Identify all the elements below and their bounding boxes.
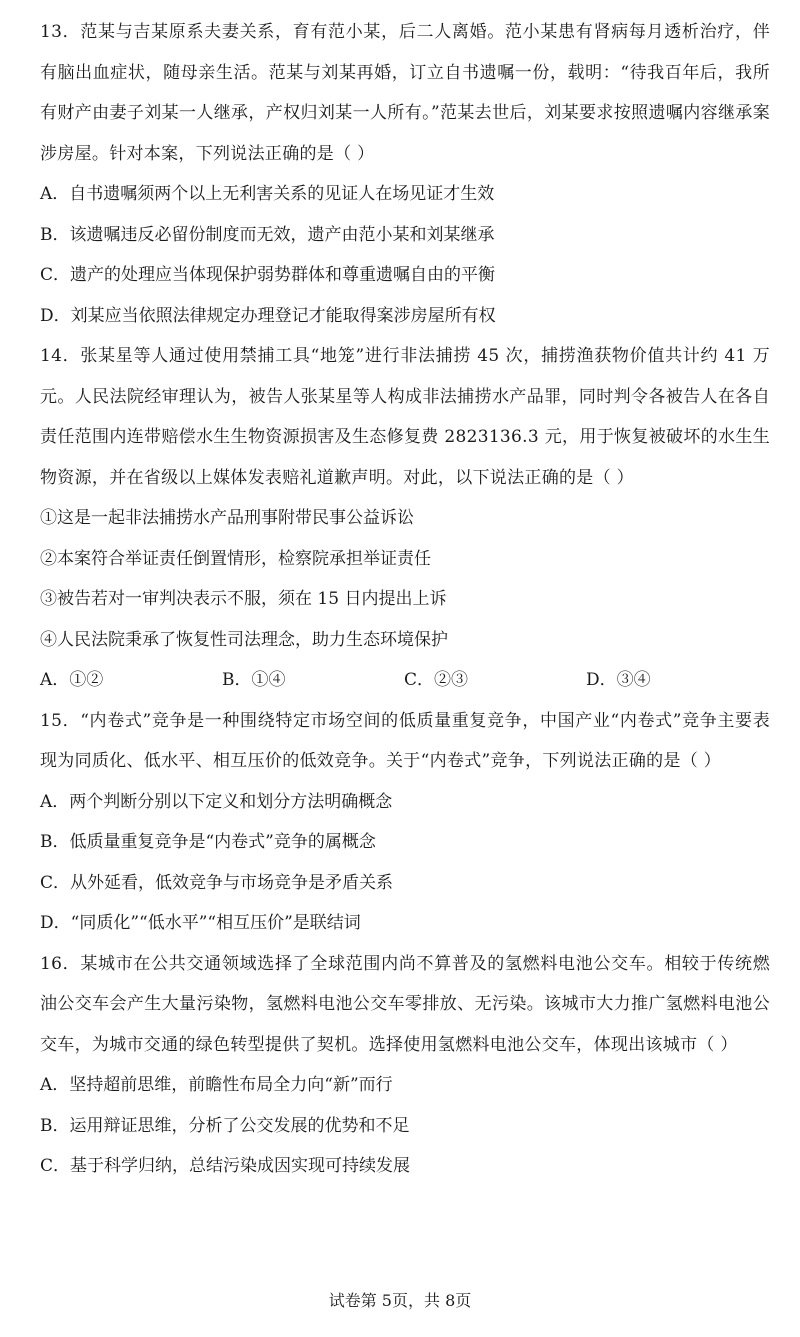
question-14-choice-d: D．③④ xyxy=(586,670,651,690)
question-14-choices xyxy=(40,660,770,701)
question-13-stem: 13．范某与吉某原系夫妻关系，育有范小某，后二人离婚。范小某患有肾病每月透析治疗，伴有脑出血症状，随母亲生活。范某与刘某再婚，订立自书遗嘱一份，载明：“待我百年后，我所有财产由妻子刘某一人继承，产权归刘某一人所有。”范某去世后，刘某要求按照遗嘱内容继承案涉房屋。针对本案，下列说法正确的是（ ） xyxy=(40,22,770,164)
question-15-stem: 15．“内卷式”竞争是一种围绕特定市场空间的低质量重复竞争，中国产业“内卷式”竞争主要表现为同质化、低水平、相互压价的低效竞争。关于“内卷式”竞争，下列说法正确的是（ ） xyxy=(40,710,770,771)
question-15-option-b: B．低质量重复竞争是“内卷式”竞争的属概念 xyxy=(40,832,376,852)
question-15-option-c: C．从外延看，低效竞争与市场竞争是矛盾关系 xyxy=(40,872,394,893)
question-14-statement-1: ①这是一起非法捕捞水产品刑事附带民事公益诉讼 xyxy=(40,508,414,528)
page-footer: 试卷第 5页，共 8页 xyxy=(328,1291,472,1310)
question-15-option-a: A．两个判断分别以下定义和划分方法明确概念 xyxy=(40,791,393,812)
question-13-option-c: C．遗产的处理应当体现保护弱势群体和尊重遗嘱自由的平衡 xyxy=(40,265,496,285)
question-14-choice-c: C．②③ xyxy=(404,670,469,690)
question-14-stem: 14．张某星等人通过使用禁捕工具“地笼”进行非法捕捞 45 次，捕捞渔获物价值共计约 41 万元。人民法院经审理认为，被告人张某星等人构成非法捕捞水产品罪，同时判令各被告人在各自责任范围内连带赔偿水生生物资源损害及生态修复费 2823136.3 元，用于恢复被破坏的水生生物资源，并在省级以上媒体发表赔礼道歉声明。对此，以下说法正确的是（ ） xyxy=(40,346,770,488)
question-13-option-b: B．该遗嘱违反必留份制度而无效，遗产由范小某和刘某继承 xyxy=(40,224,495,245)
question-14-statement-4: ④人民法院秉承了恢复性司法理念，助力生态环境保护 xyxy=(40,629,448,650)
question-16-option-c: C．基于科学归纳，总结污染成因实现可持续发展 xyxy=(40,1156,411,1176)
question-16-stem: 16．某城市在公共交通领域选择了全球范围内尚不算普及的氢燃料电池公交车。相较于传统燃油公交车会产生大量污染物，氢燃料电池公交车零排放、无污染。该城市大力推广氢燃料电池公交车，为城市交通的绿色转型提供了契机。选择使用氢燃料电池公交车，体现出该城市（ ） xyxy=(40,953,770,1055)
question-14-statement-3: ③被告若对一审判决表示不服，须在 15 日内提出上诉 xyxy=(40,589,447,609)
question-15-option-d: D．“同质化”“低水平”“相互压价”是联结词 xyxy=(40,913,361,933)
question-14-choice-a: A．①② xyxy=(40,670,104,690)
question-16-option-b: B．运用辩证思维，分析了公交发展的优势和不足 xyxy=(40,1115,410,1136)
question-14-choice-b: B．①④ xyxy=(222,670,286,690)
exam-page xyxy=(40,12,770,1187)
question-14-statement-2: ②本案符合举证责任倒置情形，检察院承担举证责任 xyxy=(40,548,431,569)
question-13-option-d: D．刘某应当依照法律规定办理登记才能取得案涉房屋所有权 xyxy=(40,305,496,326)
question-16-option-a: A．坚持超前思维，前瞻性布局全力向“新”而行 xyxy=(40,1075,393,1095)
question-13-option-a: A．自书遗嘱须两个以上无利害关系的见证人在场见证才生效 xyxy=(40,184,495,204)
